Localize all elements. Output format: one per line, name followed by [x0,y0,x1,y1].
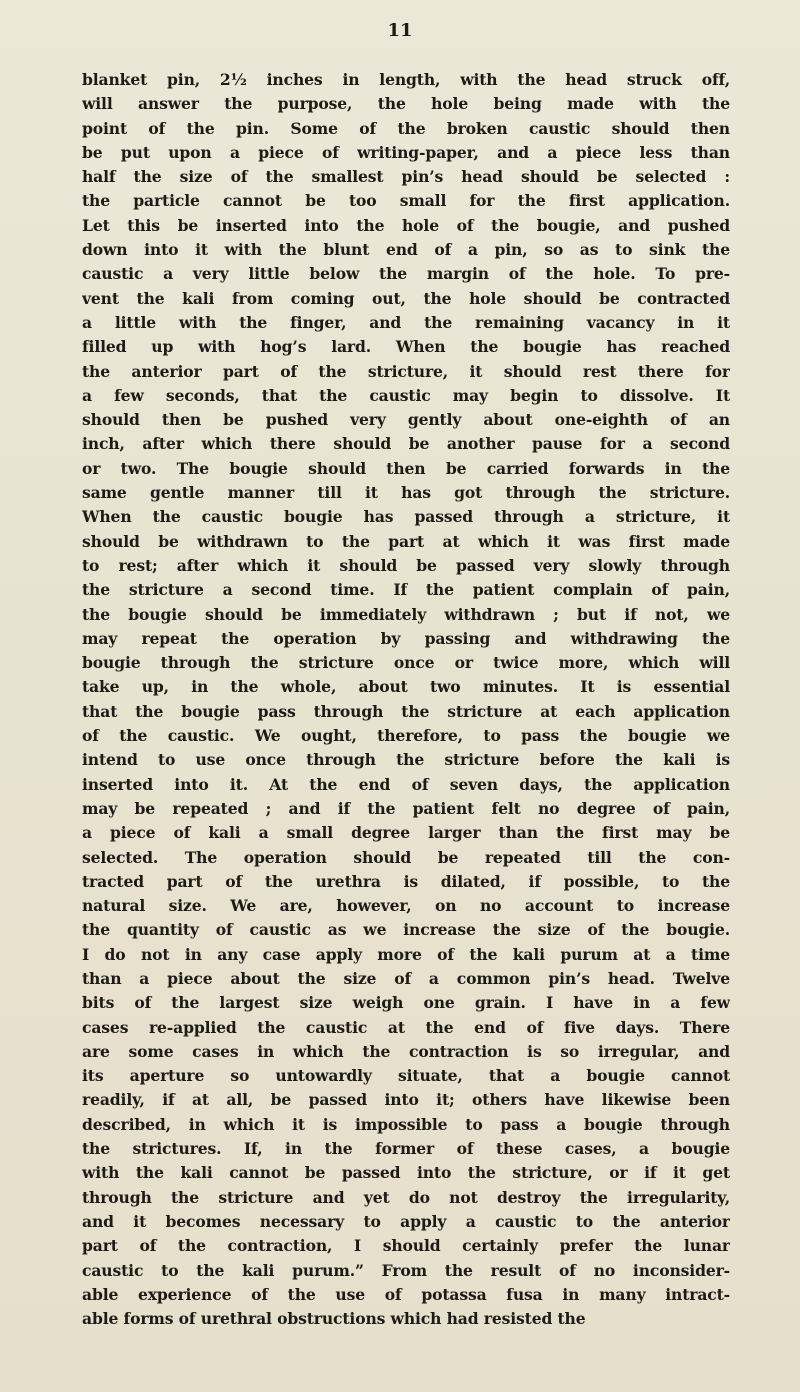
text-line: blanket pin, 2½ inches in length, with the head struck off, [82,70,730,89]
text-line: filled up with hog’s lard. When the bougie has reached [82,337,730,357]
text-line: may be repeated ; and if the patient felt no degree of pain, [82,798,730,818]
text-line: intend to use once through the stricture before the kali is [82,750,730,770]
text-line: tracted part of the urethra is dilated, if possible, to the [82,871,730,891]
text-line: its aperture so untowardly situate, that a bougie cannot [82,1066,730,1086]
text-line: described, in which it is impossible to pass a bougie through [82,1114,730,1134]
text-line: same gentle manner till it has got through the stricture. [82,483,730,503]
text-line: may repeat the operation by passing and withdrawing the [82,628,730,648]
text-line: the stricture a second time. If the patient complain of pain, [82,580,730,600]
text-line: When the caustic bougie has passed through a stricture, it [82,507,730,527]
text-line: are some cases in which the contraction is so irregular, and [82,1041,730,1061]
text-line: selected. The operation should be repeated till the con- [82,847,730,867]
body-text [82,68,730,1331]
text-line: than a piece about the size of a common pin’s head. Twelve [82,968,730,988]
text-line: Let this be inserted into the hole of the bougie, and pushed [82,215,730,235]
text-line: that the bougie pass through the stricture at each application [82,701,730,721]
text-line: able forms of urethral obstructions which had resisted the [82,1309,586,1329]
text-line: readily, if at all, be passed into it; others have likewise been [82,1090,730,1110]
text-line: or two. The bougie should then be carried forwards in the [82,458,730,478]
text-line: the particle cannot be too small for the first application. [82,191,730,211]
text-line: with the kali cannot be passed into the stricture, or if it get [82,1163,730,1183]
text-line: able experience of the use of potassa fusa in many intract- [82,1284,730,1304]
text-line: caustic a very little below the margin of the hole. To pre- [82,264,730,284]
text-line: a piece of kali a small degree larger than the first may be [82,823,730,843]
text-line: will answer the purpose, the hole being made with the [82,94,730,114]
page-number: 11 [387,20,413,41]
text-line: of the caustic. We ought, therefore, to pass the bougie we [82,726,730,746]
text-line: take up, in the whole, about two minutes. It is essential [82,677,730,697]
text-line: the strictures. If, in the former of these cases, a bougie [82,1139,730,1159]
text-line: inserted into it. At the end of seven days, the application [82,774,730,794]
text-line: the bougie should be immediately withdrawn ; but if not, we [82,604,730,624]
text-line: cases re-applied the caustic at the end of five days. There [82,1017,730,1037]
text-line: inch, after which there should be another pause for a second [82,434,730,454]
text-line: should be withdrawn to the part at which it was first made [82,531,730,551]
text-line: half the size of the smallest pin’s head should be selected : [82,167,730,187]
text-line: through the stricture and yet do not destroy the irregularity, [82,1187,730,1207]
text-line: a little with the finger, and the remaining vacancy in it [82,312,730,332]
text-line: part of the contraction, I should certainly prefer the lunar [82,1236,730,1256]
text-line: a few seconds, that the caustic may begin to dissolve. It [82,385,730,405]
text-line: the anterior part of the stricture, it should rest there for [82,361,730,381]
text-line: caustic to the kali purum.” From the result of no inconsider- [82,1260,730,1280]
text-line: the quantity of caustic as we increase the size of the bougie. [82,920,730,940]
text-line: should then be pushed very gently about one-eighth of an [82,410,730,430]
text-line: down into it with the blunt end of a pin, so as to sink the [82,240,730,260]
text-line: to rest; after which it should be passed very slowly through [82,555,730,575]
text-line: natural size. We are, however, on no account to increase [82,896,730,916]
text-line: I do not in any case apply more of the kali purum at a time [82,944,730,964]
text-line: bits of the largest size weigh one grain. I have in a few [82,993,730,1013]
text-line: be put upon a piece of writing-paper, and a piece less than [82,142,730,162]
text-line: and it becomes necessary to apply a caustic to the anterior [82,1211,730,1231]
text-line: vent the kali from coming out, the hole should be contracted [82,288,730,308]
text-line: point of the pin. Some of the broken caustic should then [82,118,730,138]
text-line: bougie through the stricture once or twice more, which will [82,653,730,673]
